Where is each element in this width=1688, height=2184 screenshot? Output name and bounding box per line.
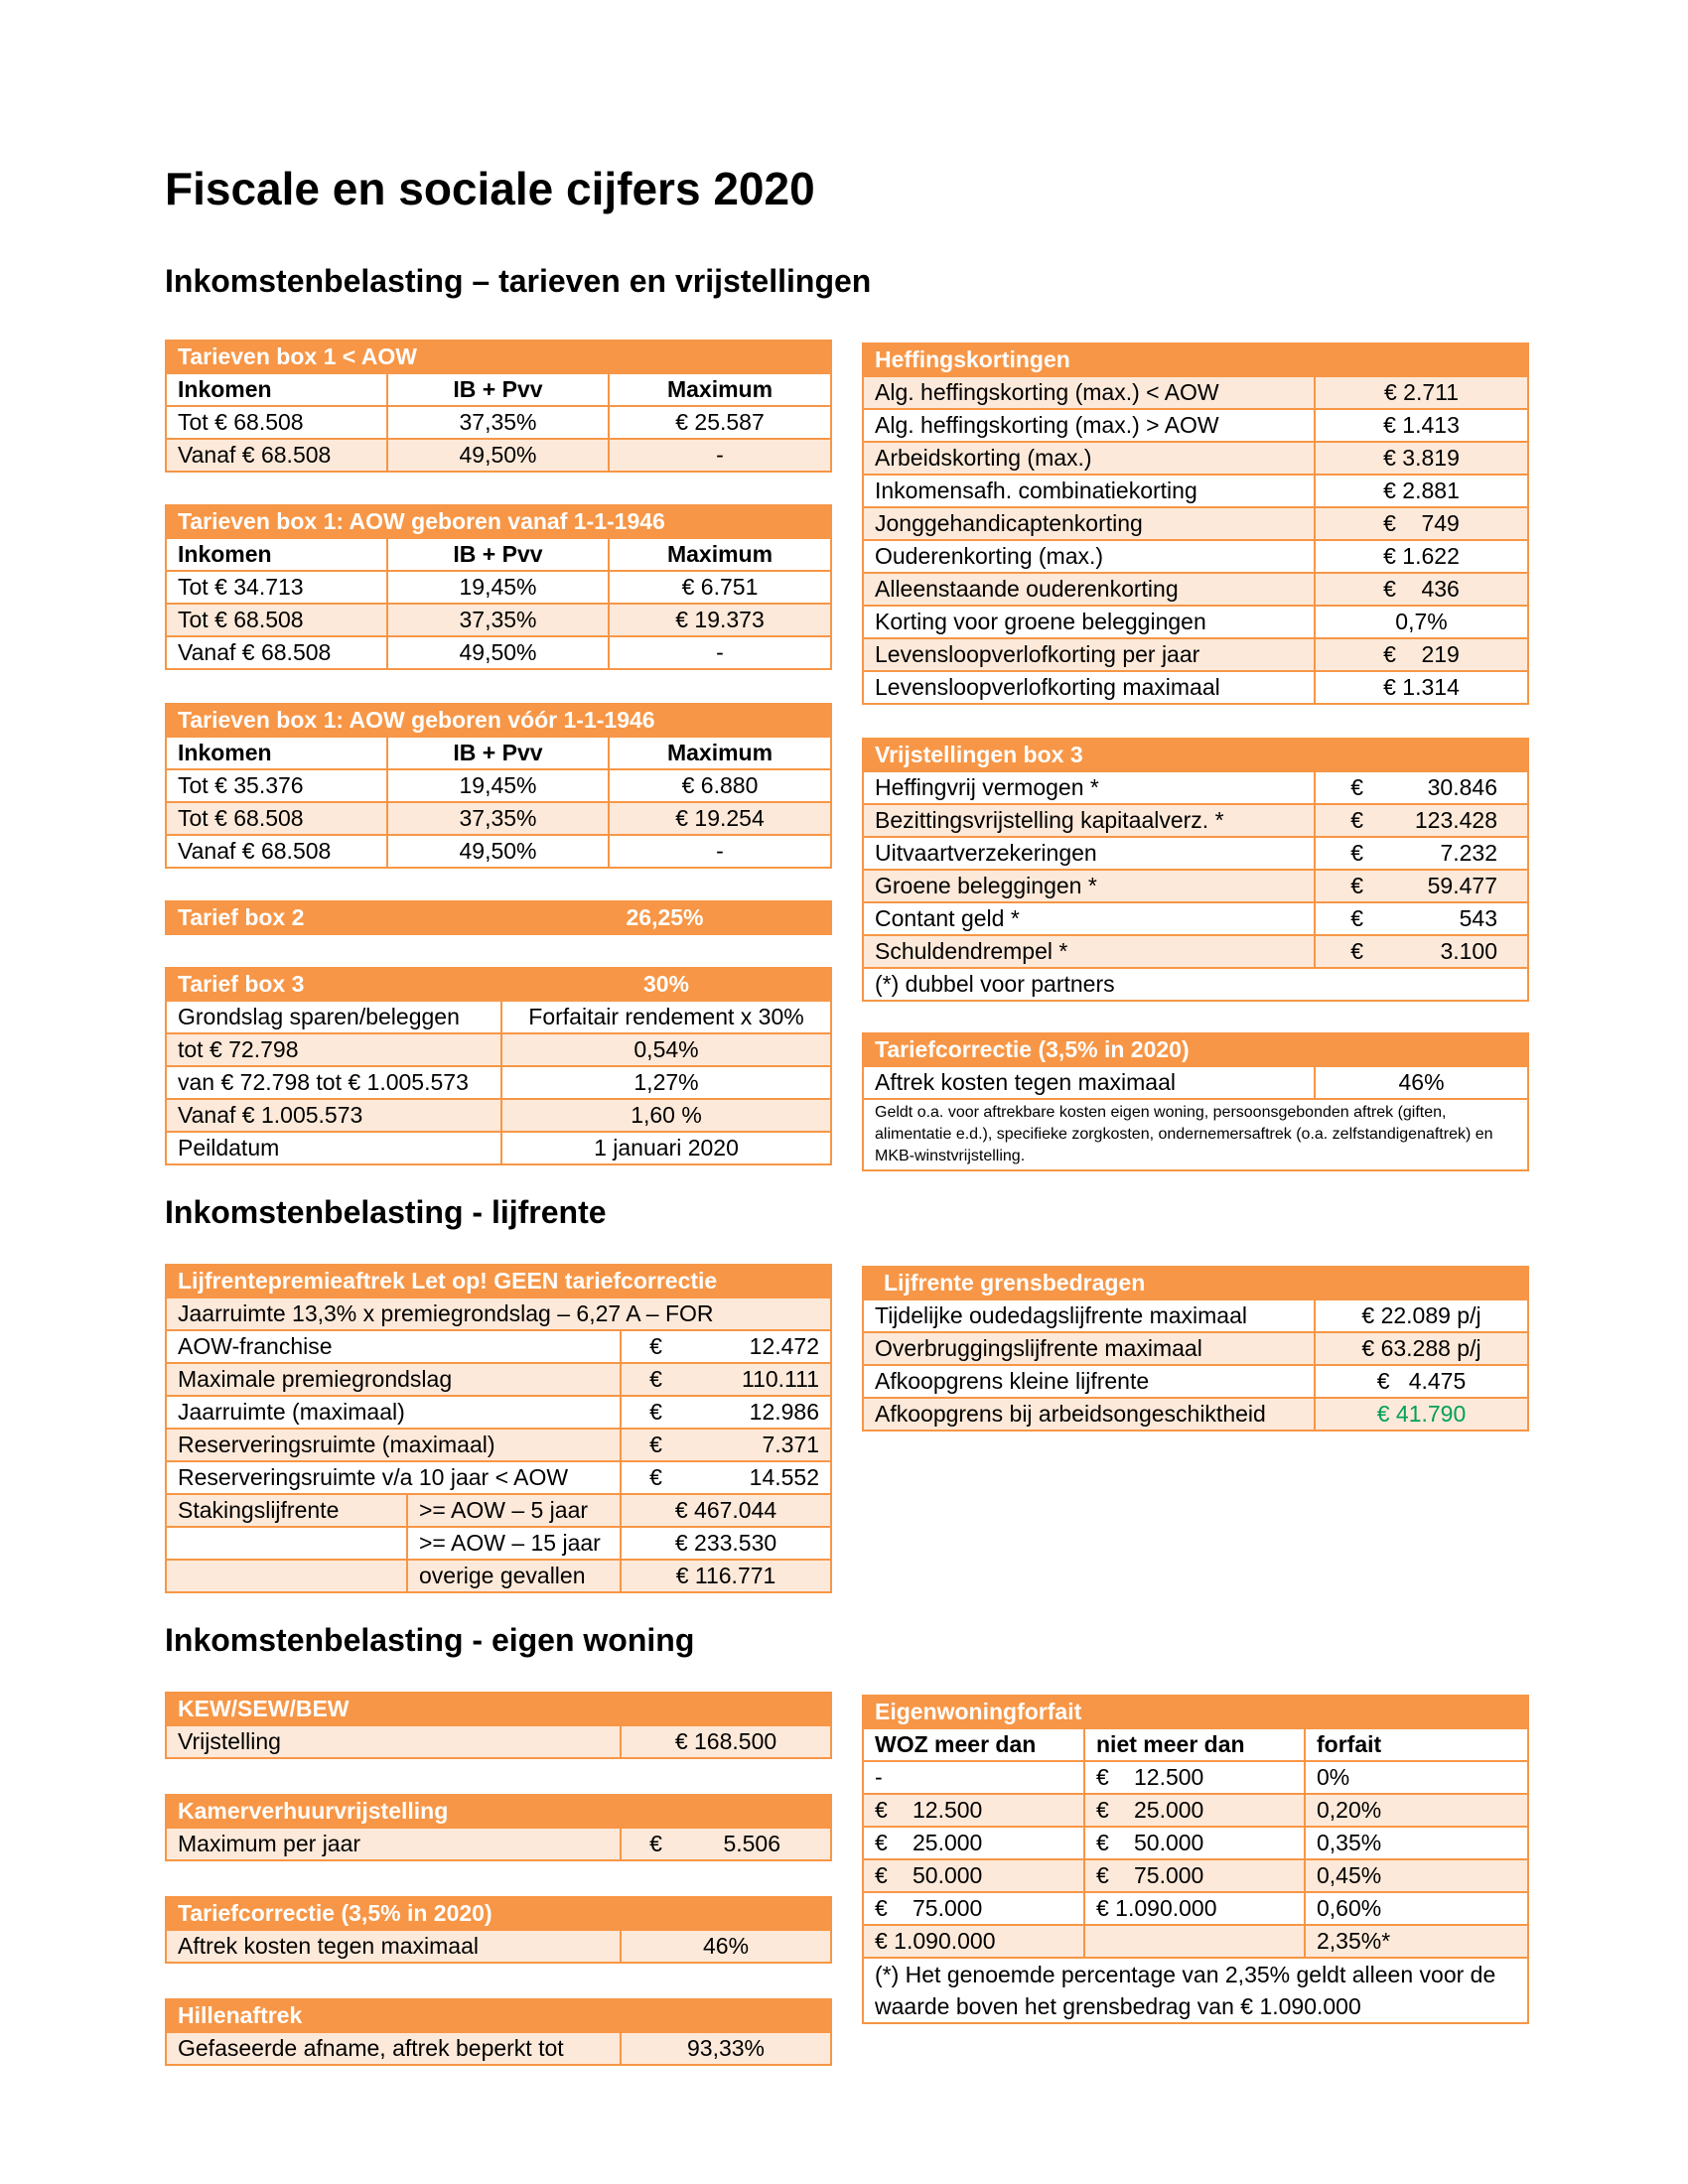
table-title: Tarieven box 1: AOW geboren vanaf 1-1-1946 bbox=[166, 505, 831, 538]
cell-value: € 4.475 bbox=[1315, 1365, 1528, 1398]
cell-label: Gefaseerde afname, aftrek beperkt tot bbox=[166, 2032, 621, 2065]
table-row bbox=[863, 1859, 1528, 1892]
cell-label: Heffingvrij vermogen * bbox=[863, 771, 1315, 804]
cell-value: € 749 bbox=[1315, 507, 1528, 540]
page-title: Fiscale en sociale cijfers 2020 bbox=[165, 163, 815, 214]
cell-label: Alg. heffingskorting (max.) < AOW bbox=[863, 376, 1315, 409]
cell-label: Bezittingsvrijstelling kapitaalverz. * bbox=[863, 804, 1315, 837]
cell-currency: € bbox=[621, 1429, 690, 1461]
table-row bbox=[863, 507, 1528, 540]
cell-value: 7.371 bbox=[690, 1429, 831, 1461]
cell-forfait: 0,45% bbox=[1305, 1859, 1528, 1892]
cell-currency: € bbox=[1084, 1794, 1134, 1827]
table-heffingskortingen bbox=[862, 342, 1529, 705]
column-header: forfait bbox=[1305, 1728, 1528, 1761]
section-heading-lijfrente: Inkomstenbelasting - lijfrente bbox=[165, 1194, 607, 1230]
cell-label: Groene beleggingen * bbox=[863, 870, 1315, 902]
cell-value: 25.000 bbox=[913, 1827, 1084, 1859]
cell-value bbox=[913, 1761, 1084, 1794]
table-row bbox=[863, 935, 1528, 968]
table-lijfrente-grensbedragen bbox=[862, 1266, 1529, 1432]
table-title: Lijfrentepremieaftrek Let op! GEEN tariefcorrectie bbox=[166, 1265, 831, 1297]
cell-value: 12.500 bbox=[1134, 1761, 1305, 1794]
table-tariefcorrectie-left bbox=[165, 1896, 832, 1964]
cell-label: Afkoopgrens bij arbeidsongeschiktheid bbox=[863, 1398, 1315, 1431]
column-header: Inkomen bbox=[166, 737, 387, 769]
table-title: Heffingskortingen bbox=[863, 343, 1528, 376]
cell-currency: € bbox=[1315, 870, 1374, 902]
cell-label: Vrijstelling bbox=[166, 1725, 621, 1758]
column-header: IB + Pvv bbox=[387, 373, 609, 406]
column-header: Maximum bbox=[609, 538, 831, 571]
table-row bbox=[166, 1429, 831, 1461]
table-row bbox=[166, 1363, 831, 1396]
cell-value: € 233.530 bbox=[621, 1527, 831, 1560]
cell-maximum: - bbox=[609, 636, 831, 669]
cell-value-highlight: € 41.790 bbox=[1315, 1398, 1528, 1431]
cell-value: € 436 bbox=[1315, 573, 1528, 606]
cell-label: Maximale premiegrondslag bbox=[166, 1363, 621, 1396]
table-row bbox=[863, 1398, 1528, 1431]
cell-tarief: 49,50% bbox=[387, 636, 609, 669]
cell-label: Ouderenkorting (max.) bbox=[863, 540, 1315, 573]
cell-value: 75.000 bbox=[1134, 1859, 1305, 1892]
cell-currency: € bbox=[863, 1892, 913, 1925]
table-row bbox=[863, 376, 1528, 409]
cell-inkomen: Vanaf € 68.508 bbox=[166, 636, 387, 669]
cell-value: 50.000 bbox=[1134, 1827, 1305, 1859]
table-row bbox=[863, 638, 1528, 671]
column-header: Inkomen bbox=[166, 538, 387, 571]
cell-label: Aftrek kosten tegen maximaal bbox=[863, 1066, 1315, 1099]
cell-label: Alleenstaande ouderenkorting bbox=[863, 573, 1315, 606]
column-header: Grondslag sparen/beleggen bbox=[166, 1001, 501, 1033]
cell-forfait: 2,35%* bbox=[1305, 1925, 1528, 1958]
cell-label: Maximum per jaar bbox=[166, 1828, 621, 1860]
cell-currency: € bbox=[863, 1859, 913, 1892]
table-row bbox=[166, 406, 831, 439]
table-title: Tarieven box 1: AOW geboren vóór 1-1-1946 bbox=[166, 704, 831, 737]
cell-maximum: € 19.373 bbox=[609, 604, 831, 636]
cell-inkomen: Tot € 68.508 bbox=[166, 604, 387, 636]
table-row bbox=[863, 540, 1528, 573]
cell-value: € 168.500 bbox=[621, 1725, 831, 1758]
cell-label: Jaarruimte (maximaal) bbox=[166, 1396, 621, 1429]
table-title: Lijfrente grensbedragen bbox=[863, 1267, 1528, 1299]
cell-value: 123.428 bbox=[1374, 804, 1528, 837]
table-lijfrentepremieaftrek bbox=[165, 1264, 832, 1593]
cell-grondslag: Vanaf € 1.005.573 bbox=[166, 1099, 501, 1132]
table-row bbox=[863, 804, 1528, 837]
cell-label: AOW-franchise bbox=[166, 1330, 621, 1363]
section-heading-tarieven: Inkomstenbelasting – tarieven en vrijstellingen bbox=[165, 263, 872, 299]
cell-value: 50.000 bbox=[913, 1859, 1084, 1892]
table-box2 bbox=[165, 900, 832, 935]
cell-currency: € bbox=[863, 1827, 913, 1859]
table-row bbox=[166, 439, 831, 472]
footnote: (*) Het genoemde percentage van 2,35% geldt alleen voor de waarde boven het grensbedrag van € 1.090.000 bbox=[863, 1958, 1528, 2023]
cell-tarief: 37,35% bbox=[387, 406, 609, 439]
cell-currency: € bbox=[621, 1330, 690, 1363]
cell-currency: - bbox=[863, 1761, 913, 1794]
footnote: Geldt o.a. voor aftrekbare kosten eigen woning, persoonsgebonden aftrek (giften, alimentatie e.d.), specifieke zorgkosten, ondernemersaftrek (o.a. zelfstandigenaftrek) en MKB-winstvrijstelling. bbox=[863, 1099, 1528, 1170]
table-row bbox=[166, 1001, 831, 1033]
cell-value: € 3.819 bbox=[1315, 442, 1528, 475]
cell-currency: € bbox=[1084, 1827, 1134, 1859]
section-heading-eigen-woning: Inkomstenbelasting - eigen woning bbox=[165, 1622, 695, 1658]
cell-value: 30.846 bbox=[1374, 771, 1528, 804]
cell-value: € 1.090.000 bbox=[1084, 1892, 1305, 1925]
column-header: Forfaitair rendement x 30% bbox=[501, 1001, 831, 1033]
cell-value: 12.500 bbox=[913, 1794, 1084, 1827]
cell-label: Inkomensafh. combinatiekorting bbox=[863, 475, 1315, 507]
cell-inkomen: Vanaf € 68.508 bbox=[166, 835, 387, 868]
cell-currency: € bbox=[1315, 902, 1374, 935]
column-header: niet meer dan bbox=[1084, 1728, 1305, 1761]
cell-value: 12.986 bbox=[690, 1396, 831, 1429]
cell-currency: € bbox=[621, 1363, 690, 1396]
cell-sublabel: >= AOW – 5 jaar bbox=[407, 1494, 621, 1527]
cell-tarief: 19,45% bbox=[387, 571, 609, 604]
cell-label: Contant geld * bbox=[863, 902, 1315, 935]
cell-sublabel: overige gevallen bbox=[407, 1560, 621, 1592]
table-row bbox=[863, 671, 1528, 704]
cell-label: Tijdelijke oudedagslijfrente maximaal bbox=[863, 1299, 1315, 1332]
cell-value: 7.232 bbox=[1374, 837, 1528, 870]
column-header: IB + Pvv bbox=[387, 538, 609, 571]
table-title: Tarief box 2 bbox=[166, 901, 498, 934]
cell-label: Alg. heffingskorting (max.) > AOW bbox=[863, 409, 1315, 442]
cell-label: Aftrek kosten tegen maximaal bbox=[166, 1930, 621, 1963]
table-eigenwoningforfait bbox=[862, 1695, 1529, 2024]
table-kew bbox=[165, 1692, 832, 1759]
table-title: KEW/SEW/BEW bbox=[166, 1693, 831, 1725]
cell-inkomen: Tot € 35.376 bbox=[166, 769, 387, 802]
cell-tarief: 49,50% bbox=[387, 835, 609, 868]
cell-label: Arbeidskorting (max.) bbox=[863, 442, 1315, 475]
cell-value: 0,7% bbox=[1315, 606, 1528, 638]
cell-currency: € bbox=[621, 1828, 690, 1860]
table-title: Eigenwoningforfait bbox=[863, 1696, 1528, 1728]
cell-tarief: 19,45% bbox=[387, 769, 609, 802]
table-title: Tarieven box 1 < AOW bbox=[166, 341, 831, 373]
cell-sublabel: >= AOW – 15 jaar bbox=[407, 1527, 621, 1560]
table-row bbox=[166, 835, 831, 868]
table-row bbox=[863, 771, 1528, 804]
table-box1-aow-voor bbox=[165, 703, 832, 869]
cell-inkomen: Tot € 68.508 bbox=[166, 406, 387, 439]
cell-rendement: 1 januari 2020 bbox=[501, 1132, 831, 1164]
table-row bbox=[863, 1761, 1528, 1794]
cell-inkomen: Tot € 68.508 bbox=[166, 802, 387, 835]
cell-grondslag: tot € 72.798 bbox=[166, 1033, 501, 1066]
box3-value: 30% bbox=[501, 968, 831, 1001]
cell-forfait: 0,35% bbox=[1305, 1827, 1528, 1859]
table-title: Tarief box 3 bbox=[166, 968, 501, 1001]
column-header: Maximum bbox=[609, 373, 831, 406]
cell-label: Schuldendrempel * bbox=[863, 935, 1315, 968]
footnote: (*) dubbel voor partners bbox=[863, 968, 1528, 1001]
table-row bbox=[863, 968, 1528, 1001]
cell-currency: € bbox=[1084, 1859, 1134, 1892]
cell-value: € 63.288 p/j bbox=[1315, 1332, 1528, 1365]
table-row bbox=[166, 1461, 831, 1494]
table-row bbox=[863, 902, 1528, 935]
table-row bbox=[166, 1494, 831, 1527]
column-header: IB + Pvv bbox=[387, 737, 609, 769]
table-row bbox=[863, 1365, 1528, 1398]
column-header: Inkomen bbox=[166, 373, 387, 406]
table-title: Hillenaftrek bbox=[166, 1999, 831, 2032]
table-row bbox=[166, 1066, 831, 1099]
cell-value: € 467.044 bbox=[621, 1494, 831, 1527]
cell-value: 59.477 bbox=[1374, 870, 1528, 902]
table-row bbox=[166, 1132, 831, 1164]
table-row bbox=[863, 1299, 1528, 1332]
cell-currency: € bbox=[1315, 771, 1374, 804]
cell-inkomen: Tot € 34.713 bbox=[166, 571, 387, 604]
cell-value: 25.000 bbox=[1134, 1794, 1305, 1827]
cell-tarief: 37,35% bbox=[387, 802, 609, 835]
cell-value: 110.111 bbox=[690, 1363, 831, 1396]
table-row bbox=[863, 1794, 1528, 1827]
cell-value: 46% bbox=[621, 1930, 831, 1963]
column-header: Maximum bbox=[609, 737, 831, 769]
table-row bbox=[166, 2032, 831, 2065]
cell-tarief: 49,50% bbox=[387, 439, 609, 472]
cell-value: € 219 bbox=[1315, 638, 1528, 671]
table-kamerverhuur bbox=[165, 1794, 832, 1861]
table-row bbox=[863, 1958, 1528, 2023]
table-row bbox=[863, 1827, 1528, 1859]
formula: Jaarruimte 13,3% x premiegrondslag – 6,27 A – FOR bbox=[166, 1297, 831, 1330]
cell-label: Levensloopverlofkorting maximaal bbox=[863, 671, 1315, 704]
cell-grondslag: Peildatum bbox=[166, 1132, 501, 1164]
table-title: Vrijstellingen box 3 bbox=[863, 739, 1528, 771]
table-row bbox=[863, 1892, 1528, 1925]
table-row bbox=[166, 1330, 831, 1363]
cell-label: Overbruggingslijfrente maximaal bbox=[863, 1332, 1315, 1365]
table-tariefcorrectie-right bbox=[862, 1032, 1529, 1171]
table-row bbox=[166, 1930, 831, 1963]
cell-label: Korting voor groene beleggingen bbox=[863, 606, 1315, 638]
table-row bbox=[863, 837, 1528, 870]
cell-value: 543 bbox=[1374, 902, 1528, 935]
cell-maximum: € 6.751 bbox=[609, 571, 831, 604]
table-row bbox=[166, 1560, 831, 1592]
cell-value: € 1.314 bbox=[1315, 671, 1528, 704]
cell-label: Reserveringsruimte (maximaal) bbox=[166, 1429, 621, 1461]
cell-maximum: - bbox=[609, 439, 831, 472]
table-row bbox=[863, 1099, 1528, 1170]
cell-maximum: € 6.880 bbox=[609, 769, 831, 802]
cell-label: Levensloopverlofkorting per jaar bbox=[863, 638, 1315, 671]
table-row bbox=[863, 475, 1528, 507]
cell-currency: € bbox=[621, 1461, 690, 1494]
table-vrijstellingen-box3 bbox=[862, 738, 1529, 1002]
table-box3 bbox=[165, 967, 832, 1165]
cell-label: Uitvaartverzekeringen bbox=[863, 837, 1315, 870]
table-row bbox=[166, 1828, 831, 1860]
table-row bbox=[166, 802, 831, 835]
table-row bbox=[863, 870, 1528, 902]
cell-currency: € bbox=[1315, 804, 1374, 837]
table-row bbox=[863, 409, 1528, 442]
table-row bbox=[166, 1099, 831, 1132]
cell-currency: € bbox=[621, 1396, 690, 1429]
cell-value: € 116.771 bbox=[621, 1560, 831, 1592]
cell-forfait: 0% bbox=[1305, 1761, 1528, 1794]
table-row bbox=[166, 1725, 831, 1758]
table-row bbox=[863, 606, 1528, 638]
cell-currency: € bbox=[1315, 935, 1374, 968]
table-box1-lt-aow bbox=[165, 340, 832, 473]
table-title: Kamerverhuurvrijstelling bbox=[166, 1795, 831, 1828]
cell-value: 12.472 bbox=[690, 1330, 831, 1363]
cell-rendement: 0,54% bbox=[501, 1033, 831, 1066]
cell-tarief: 37,35% bbox=[387, 604, 609, 636]
table-row bbox=[166, 1297, 831, 1330]
table-box1-aow-vanaf bbox=[165, 504, 832, 670]
cell-maximum: € 25.587 bbox=[609, 406, 831, 439]
cell-forfait: 0,20% bbox=[1305, 1794, 1528, 1827]
table-title: Tariefcorrectie (3,5% in 2020) bbox=[166, 1897, 831, 1930]
table-hillenaftrek bbox=[165, 1998, 832, 2066]
table-row bbox=[166, 769, 831, 802]
cell-value: € 1.090.000 bbox=[863, 1925, 1084, 1958]
table-row bbox=[166, 1033, 831, 1066]
box2-value: 26,25% bbox=[498, 901, 831, 934]
cell-value: € 2.711 bbox=[1315, 376, 1528, 409]
table-row bbox=[166, 636, 831, 669]
cell-value: 3.100 bbox=[1374, 935, 1528, 968]
cell-currency: € bbox=[863, 1794, 913, 1827]
cell-forfait: 0,60% bbox=[1305, 1892, 1528, 1925]
cell-currency: € bbox=[1084, 1761, 1134, 1794]
cell-currency: € bbox=[1315, 837, 1374, 870]
cell-inkomen: Vanaf € 68.508 bbox=[166, 439, 387, 472]
cell-value: 93,33% bbox=[621, 2032, 831, 2065]
cell-rendement: 1,60 % bbox=[501, 1099, 831, 1132]
cell-grondslag: van € 72.798 tot € 1.005.573 bbox=[166, 1066, 501, 1099]
cell-value: 75.000 bbox=[913, 1892, 1084, 1925]
cell-value: 46% bbox=[1315, 1066, 1528, 1099]
cell-rendement: 1,27% bbox=[501, 1066, 831, 1099]
cell-maximum: € 19.254 bbox=[609, 802, 831, 835]
table-row bbox=[863, 573, 1528, 606]
cell-label: Afkoopgrens kleine lijfrente bbox=[863, 1365, 1315, 1398]
column-header: WOZ meer dan bbox=[863, 1728, 1084, 1761]
table-row bbox=[166, 604, 831, 636]
cell-label: Stakingslijfrente bbox=[166, 1494, 407, 1527]
cell-label: Jonggehandicaptenkorting bbox=[863, 507, 1315, 540]
table-row bbox=[863, 1925, 1528, 1958]
table-row bbox=[863, 1728, 1528, 1761]
cell-value: € 1.622 bbox=[1315, 540, 1528, 573]
table-row bbox=[166, 1396, 831, 1429]
table-row bbox=[166, 1527, 831, 1560]
table-row bbox=[863, 1066, 1528, 1099]
cell-value: 5.506 bbox=[690, 1828, 831, 1860]
cell-value: € 22.089 p/j bbox=[1315, 1299, 1528, 1332]
table-row bbox=[166, 571, 831, 604]
cell-value: € 2.881 bbox=[1315, 475, 1528, 507]
cell-value: € 1.413 bbox=[1315, 409, 1528, 442]
cell-value: 14.552 bbox=[690, 1461, 831, 1494]
table-title: Tariefcorrectie (3,5% in 2020) bbox=[863, 1033, 1528, 1066]
table-row bbox=[863, 1332, 1528, 1365]
table-row bbox=[863, 442, 1528, 475]
cell-label: Reserveringsruimte v/a 10 jaar < AOW bbox=[166, 1461, 621, 1494]
cell-maximum: - bbox=[609, 835, 831, 868]
